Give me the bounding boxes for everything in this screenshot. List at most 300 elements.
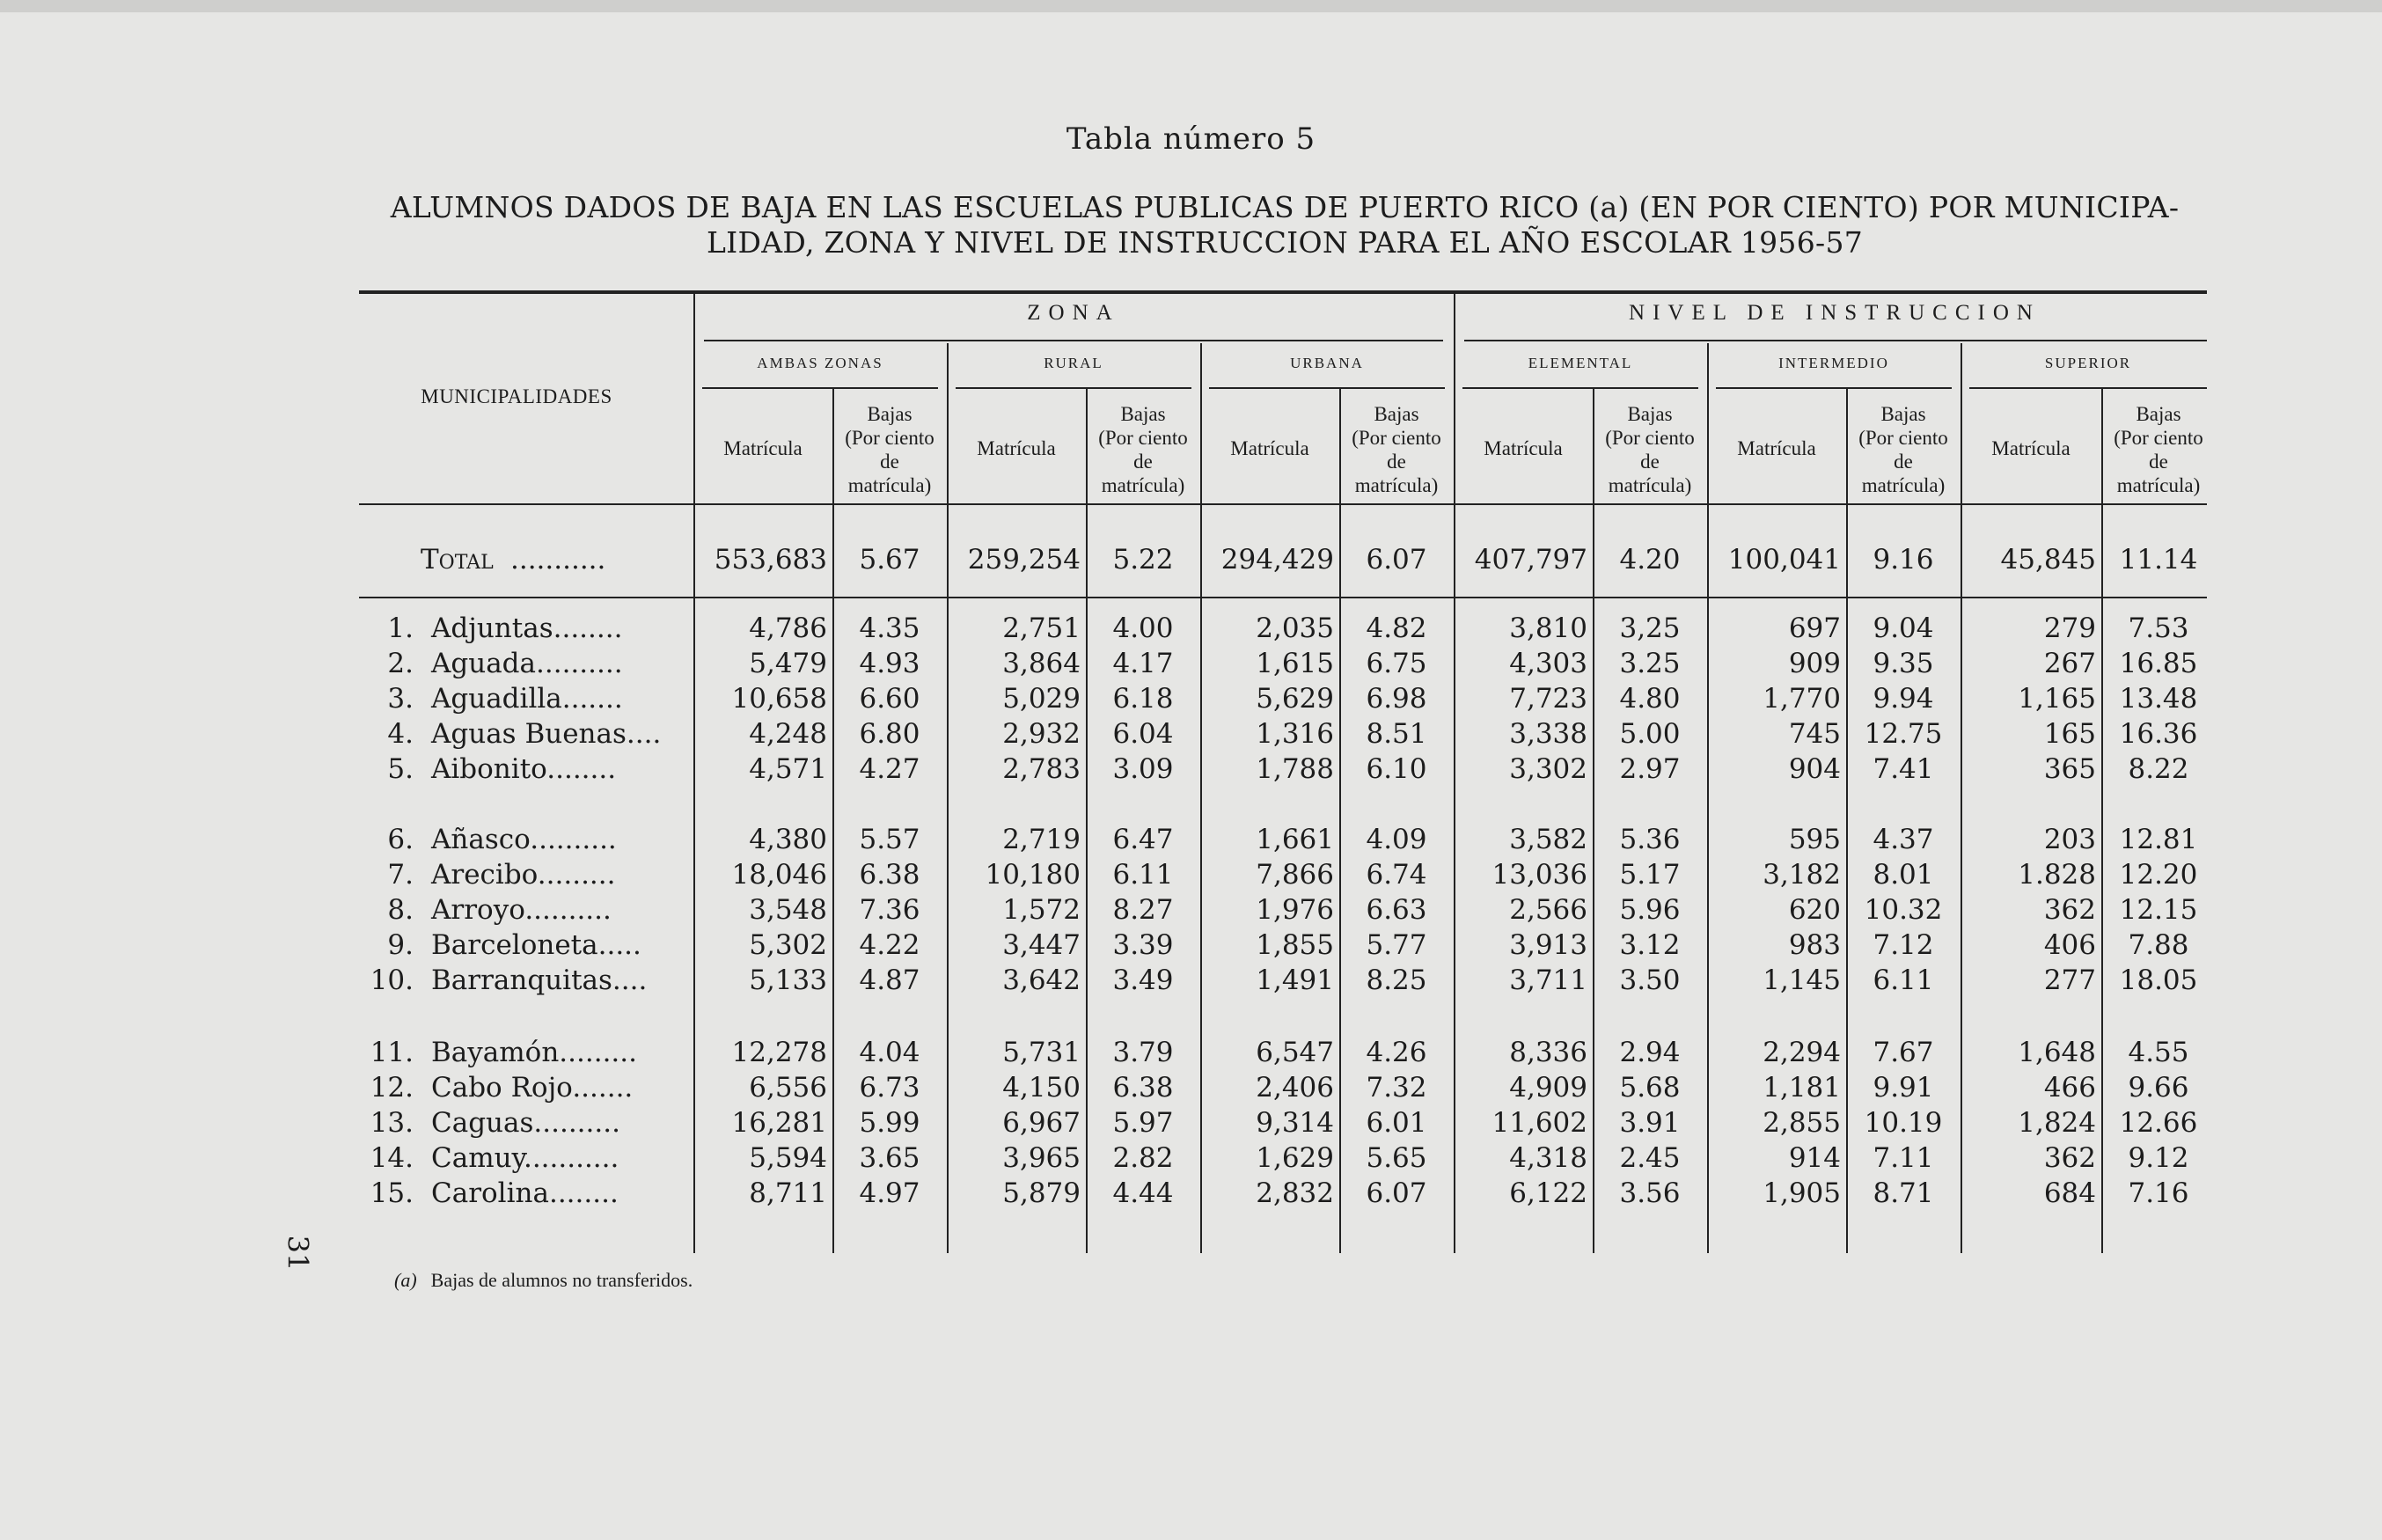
row-matricula-4: 11,602 [1491, 1107, 1587, 1139]
row-matricula-2: 3,965 [1002, 1142, 1081, 1174]
col-matricula-6: Matrícula [1991, 437, 2071, 459]
row-matricula-4: 8,336 [1509, 1037, 1587, 1068]
row-matricula-1: 4,380 [749, 824, 827, 855]
municipality-name: Arecibo [431, 859, 538, 891]
row-bajas-1: 4.87 [859, 964, 920, 996]
municipality-name: Carolina [431, 1177, 549, 1209]
bajas-line: (Por ciento [845, 427, 934, 449]
col-matricula-4: Matrícula [1484, 437, 1563, 459]
bajas-line: (Por ciento [1352, 427, 1441, 449]
row-bajas-4: 3.25 [1619, 648, 1681, 679]
row-matricula-1: 8,711 [749, 1177, 827, 1209]
row-bajas-4: 2.97 [1619, 753, 1681, 785]
row-bajas-1: 6.38 [859, 859, 920, 891]
subgroup-3: URBANA [1290, 355, 1364, 371]
row-bajas-5: 4.37 [1873, 824, 1934, 855]
row-number: 1. [387, 612, 414, 644]
leader-dots: .... [612, 964, 648, 996]
sub-rule-3 [1209, 387, 1445, 389]
row-bajas-2: 5.97 [1112, 1107, 1174, 1139]
subgroup-4: ELEMENTAL [1528, 355, 1633, 371]
row-label [359, 894, 612, 926]
row-bajas-5: 8.01 [1873, 859, 1934, 891]
subgroup-2: RURAL [1044, 355, 1103, 371]
bajas-line: de [880, 451, 899, 473]
row-number: 3. [387, 683, 414, 715]
row-matricula-6: 466 [2043, 1072, 2096, 1104]
row-matricula-3: 7,866 [1256, 859, 1334, 891]
row-label [359, 718, 661, 750]
total-matricula-3: 294,429 [1220, 544, 1334, 576]
row-matricula-6: 1,648 [2018, 1037, 2096, 1068]
sub-rule-6 [1969, 387, 2207, 389]
row-matricula-1: 18,046 [731, 859, 827, 891]
leader-dots: .... [626, 718, 662, 750]
leader-dots: .......... [533, 1107, 620, 1139]
row-bajas-3: 6.98 [1366, 683, 1427, 715]
total-matricula-2: 259,254 [967, 544, 1081, 576]
row-bajas-2: 4.00 [1112, 612, 1174, 644]
row-bajas-3: 8.25 [1366, 964, 1427, 996]
row-bajas-1: 6.60 [859, 683, 920, 715]
municipality-name: Aguas Buenas [431, 718, 627, 750]
row-bajas-5: 12.75 [1864, 718, 1943, 750]
sub-rule-1 [702, 387, 938, 389]
row-label [359, 648, 623, 679]
zona-rule [704, 340, 1443, 341]
bajas-line: de [1133, 451, 1153, 473]
row-matricula-1: 12,278 [731, 1037, 827, 1068]
total-bajas-5: 9.16 [1873, 544, 1934, 576]
row-number: 4. [387, 718, 414, 750]
row-bajas-3: 6.07 [1366, 1177, 1427, 1209]
row-bajas-6: 16.36 [2119, 718, 2198, 750]
row-bajas-2: 3.79 [1112, 1037, 1174, 1068]
row-matricula-3: 9,314 [1256, 1107, 1334, 1139]
row-bajas-1: 5.99 [859, 1107, 920, 1139]
row-matricula-6: 203 [2043, 824, 2096, 855]
row-bajas-1: 4.97 [859, 1177, 920, 1209]
municipality-name: Camuy [431, 1142, 524, 1174]
total-bajas-4: 4.20 [1619, 544, 1681, 576]
row-matricula-2: 3,864 [1002, 648, 1081, 679]
total-matricula-1: 553,683 [714, 544, 827, 576]
row-number: 9. [387, 929, 414, 961]
bajas-line: Bajas [1120, 403, 1166, 425]
total-leader: ........... [510, 544, 606, 576]
row-bajas-3: 7.32 [1366, 1072, 1427, 1104]
header-bottom-rule [359, 503, 2207, 505]
row-bajas-5: 9.35 [1873, 648, 1934, 679]
top-rule [359, 290, 2207, 294]
municipality-name: Adjuntas [431, 612, 553, 644]
row-number: 2. [387, 648, 414, 679]
row-bajas-5: 6.11 [1873, 964, 1934, 996]
row-number: 7. [387, 859, 414, 891]
row-bajas-5: 9.94 [1873, 683, 1934, 715]
row-bajas-5: 10.32 [1864, 894, 1943, 926]
row-matricula-1: 10,658 [731, 683, 827, 715]
row-bajas-3: 5.65 [1366, 1142, 1427, 1174]
bajas-line: matrícula) [1861, 474, 1946, 496]
total-bajas-2: 5.22 [1112, 544, 1174, 576]
bajas-line: Bajas [1880, 403, 1926, 425]
row-bajas-3: 6.75 [1366, 648, 1427, 679]
row-bajas-2: 4.44 [1112, 1177, 1174, 1209]
row-bajas-4: 3.91 [1619, 1107, 1681, 1139]
total-bajas-1: 5.67 [859, 544, 920, 576]
row-bajas-4: 2.94 [1619, 1037, 1681, 1068]
row-matricula-1: 16,281 [731, 1107, 827, 1139]
leader-dots: .......... [530, 824, 617, 855]
row-matricula-2: 2,932 [1002, 718, 1081, 750]
row-bajas-5: 7.41 [1873, 753, 1934, 785]
row-bajas-6: 7.88 [2128, 929, 2189, 961]
row-bajas-5: 7.11 [1873, 1142, 1934, 1174]
row-matricula-6: 279 [2043, 612, 2096, 644]
row-matricula-4: 3,302 [1509, 753, 1587, 785]
row-matricula-4: 4,909 [1509, 1072, 1587, 1104]
row-matricula-1: 3,548 [749, 894, 827, 926]
leader-dots: ........ [548, 1177, 619, 1209]
row-matricula-6: 277 [2043, 964, 2096, 996]
table-number-value: 5 [1295, 121, 1316, 157]
row-bajas-2: 8.27 [1112, 894, 1174, 926]
row-bajas-2: 6.11 [1112, 859, 1174, 891]
row-bajas-6: 8.22 [2128, 753, 2189, 785]
row-bajas-3: 8.51 [1366, 718, 1427, 750]
row-matricula-6: 362 [2043, 894, 2096, 926]
row-matricula-4: 3,711 [1509, 964, 1587, 996]
row-matricula-1: 5,594 [749, 1142, 827, 1174]
row-matricula-1: 4,571 [749, 753, 827, 785]
municipality-name: Aguada [431, 648, 537, 679]
row-matricula-1: 4,248 [749, 718, 827, 750]
row-label [359, 859, 615, 891]
col-matricula-5: Matrícula [1737, 437, 1816, 459]
row-bajas-2: 3.39 [1112, 929, 1174, 961]
row-matricula-6: 267 [2043, 648, 2096, 679]
col-matricula-1: Matrícula [723, 437, 803, 459]
row-matricula-3: 1,976 [1256, 894, 1334, 926]
municipality-name: Barranquitas [431, 964, 612, 996]
col-matricula-2: Matrícula [977, 437, 1056, 459]
row-matricula-4: 3,913 [1509, 929, 1587, 961]
row-label [359, 1037, 637, 1068]
row-matricula-5: 1,770 [1763, 683, 1841, 715]
row-matricula-1: 5,302 [749, 929, 827, 961]
row-bajas-3: 6.10 [1366, 753, 1427, 785]
row-matricula-2: 3,642 [1002, 964, 1081, 996]
col-bajas-1 [832, 402, 947, 497]
row-matricula-4: 13,036 [1491, 859, 1587, 891]
col-bajas-3 [1339, 402, 1454, 497]
row-bajas-4: 2.45 [1619, 1142, 1681, 1174]
row-bajas-4: 5.17 [1619, 859, 1681, 891]
row-label [359, 824, 617, 855]
bajas-line: matrícula) [1101, 474, 1185, 496]
row-bajas-4: 4.80 [1619, 683, 1681, 715]
row-bajas-6: 4.55 [2128, 1037, 2189, 1068]
row-matricula-5: 745 [1788, 718, 1841, 750]
row-bajas-6: 16.85 [2119, 648, 2198, 679]
municipality-name: Caguas [431, 1107, 534, 1139]
municipality-name: Cabo Rojo [431, 1072, 573, 1104]
row-bajas-4: 5.68 [1619, 1072, 1681, 1104]
row-matricula-4: 3,582 [1509, 824, 1587, 855]
row-matricula-6: 684 [2043, 1177, 2096, 1209]
row-bajas-4: 3.56 [1619, 1177, 1681, 1209]
row-matricula-5: 2,294 [1763, 1037, 1841, 1068]
nivel-rule [1464, 340, 2207, 341]
total-bajas-3: 6.07 [1366, 544, 1427, 576]
row-bajas-3: 6.74 [1366, 859, 1427, 891]
row-bajas-6: 12.20 [2119, 859, 2198, 891]
total-matricula-4: 407,797 [1474, 544, 1587, 576]
table-number-prefix: Tabla número [1066, 121, 1286, 157]
leader-dots: ........... [523, 1142, 619, 1174]
row-matricula-5: 595 [1788, 824, 1841, 855]
subgroup-6: SUPERIOR [2044, 355, 2132, 371]
leader-dots: ....... [572, 1072, 634, 1104]
row-bajas-3: 6.63 [1366, 894, 1427, 926]
row-matricula-2: 2,783 [1002, 753, 1081, 785]
row-bajas-6: 7.53 [2128, 612, 2189, 644]
row-bajas-3: 6.01 [1366, 1107, 1427, 1139]
row-number: 11. [370, 1037, 414, 1068]
row-bajas-3: 5.77 [1366, 929, 1427, 961]
row-matricula-5: 697 [1788, 612, 1841, 644]
leader-dots: ........ [553, 612, 623, 644]
row-matricula-2: 2,751 [1002, 612, 1081, 644]
column-municipalidades: MUNICIPALIDADES [421, 385, 612, 407]
row-matricula-2: 5,879 [1002, 1177, 1081, 1209]
row-matricula-6: 1,824 [2018, 1107, 2096, 1139]
row-matricula-4: 4,318 [1509, 1142, 1587, 1174]
total-bajas-6: 11.14 [2119, 544, 2198, 576]
row-bajas-1: 3.65 [859, 1142, 920, 1174]
bajas-line: de [1894, 451, 1913, 473]
row-matricula-2: 5,029 [1002, 683, 1081, 715]
row-label [359, 929, 641, 961]
municipality-name: Añasco [431, 824, 531, 855]
row-label [359, 1072, 633, 1104]
row-matricula-2: 1,572 [1002, 894, 1081, 926]
row-bajas-4: 5.96 [1619, 894, 1681, 926]
row-matricula-3: 2,035 [1256, 612, 1334, 644]
bajas-line: Bajas [867, 403, 912, 425]
row-bajas-1: 6.80 [859, 718, 920, 750]
sub-rule-4 [1462, 387, 1698, 389]
leader-dots: ........ [546, 753, 617, 785]
row-matricula-6: 362 [2043, 1142, 2096, 1174]
page-number: 31 [281, 1235, 315, 1272]
leader-dots: .......... [536, 648, 623, 679]
sub-rule-2 [956, 387, 1191, 389]
table-number [0, 121, 2382, 157]
row-bajas-6: 12.66 [2119, 1107, 2198, 1139]
leader-dots: ......... [537, 859, 616, 891]
row-bajas-5: 9.04 [1873, 612, 1934, 644]
row-matricula-4: 4,303 [1509, 648, 1587, 679]
row-matricula-1: 4,786 [749, 612, 827, 644]
municipality-name: Aguadilla [431, 683, 562, 715]
group-zona: ZONA [1027, 301, 1120, 325]
total-matricula-6: 45,845 [2000, 544, 2096, 576]
row-matricula-5: 1,145 [1763, 964, 1841, 996]
leader-dots: ....... [561, 683, 623, 715]
row-bajas-6: 12.15 [2119, 894, 2198, 926]
row-bajas-4: 3.50 [1619, 964, 1681, 996]
row-number: 14. [370, 1142, 414, 1174]
row-matricula-1: 6,556 [749, 1072, 827, 1104]
row-bajas-2: 4.17 [1112, 648, 1174, 679]
bajas-line: de [1640, 451, 1660, 473]
row-matricula-6: 365 [2043, 753, 2096, 785]
subgroup-1: AMBAS ZONAS [757, 355, 883, 371]
row-matricula-2: 3,447 [1002, 929, 1081, 961]
bajas-line: Bajas [2136, 403, 2181, 425]
row-matricula-2: 4,150 [1002, 1072, 1081, 1104]
bajas-line: (Por ciento [1858, 427, 1948, 449]
row-bajas-3: 4.09 [1366, 824, 1427, 855]
row-matricula-3: 2,832 [1256, 1177, 1334, 1209]
row-bajas-4: 3.12 [1619, 929, 1681, 961]
total-rule [359, 597, 2207, 598]
row-bajas-4: 5.36 [1619, 824, 1681, 855]
bajas-line: de [2149, 451, 2168, 473]
table-title-line-1: ALUMNOS DADOS DE BAJA EN LAS ESCUELAS PUBLICAS DE PUERTO RICO (a) (EN POR CIENTO) POR MUNICIPA- [390, 190, 2180, 224]
sub-rule-5 [1716, 387, 1952, 389]
row-matricula-6: 1,165 [2018, 683, 2096, 715]
row-bajas-2: 3.49 [1112, 964, 1174, 996]
row-matricula-2: 5,731 [1002, 1037, 1081, 1068]
row-matricula-1: 5,479 [749, 648, 827, 679]
row-bajas-6: 18.05 [2119, 964, 2198, 996]
row-number: 15. [370, 1177, 414, 1209]
total-matricula-5: 100,041 [1727, 544, 1841, 576]
row-bajas-2: 6.47 [1112, 824, 1174, 855]
row-matricula-4: 2,566 [1509, 894, 1587, 926]
row-matricula-3: 1,629 [1256, 1142, 1334, 1174]
row-matricula-5: 983 [1788, 929, 1841, 961]
row-bajas-4: 5.00 [1619, 718, 1681, 750]
row-bajas-6: 12.81 [2119, 824, 2198, 855]
bajas-line: Bajas [1374, 403, 1419, 425]
col-bajas-6 [2101, 402, 2216, 497]
row-label [359, 964, 647, 996]
row-matricula-5: 3,182 [1763, 859, 1841, 891]
row-bajas-1: 7.36 [859, 894, 920, 926]
footnote-mark: (a) [394, 1269, 417, 1291]
row-matricula-5: 2,855 [1763, 1107, 1841, 1139]
bajas-line: matrícula) [2116, 474, 2201, 496]
row-label [359, 1142, 619, 1174]
row-matricula-4: 3,810 [1509, 612, 1587, 644]
row-matricula-6: 406 [2043, 929, 2096, 961]
municipality-name: Arroyo [431, 894, 525, 926]
page-edge [0, 0, 2382, 12]
row-matricula-3: 1,661 [1256, 824, 1334, 855]
leader-dots: ......... [559, 1037, 637, 1068]
row-matricula-6: 165 [2043, 718, 2096, 750]
row-number: 6. [387, 824, 414, 855]
row-bajas-1: 5.57 [859, 824, 920, 855]
row-number: 13. [370, 1107, 414, 1139]
col-bajas-4 [1593, 402, 1707, 497]
municipality-name: Aibonito [431, 753, 547, 785]
row-matricula-2: 6,967 [1002, 1107, 1081, 1139]
row-matricula-5: 1,181 [1763, 1072, 1841, 1104]
row-label [359, 1177, 619, 1209]
row-matricula-1: 5,133 [749, 964, 827, 996]
row-matricula-5: 909 [1788, 648, 1841, 679]
row-bajas-5: 9.91 [1873, 1072, 1934, 1104]
row-matricula-3: 1,788 [1256, 753, 1334, 785]
row-bajas-1: 4.22 [859, 929, 920, 961]
total-label: Total [421, 544, 494, 576]
row-matricula-3: 1,615 [1256, 648, 1334, 679]
row-label [359, 612, 622, 644]
bajas-line: Bajas [1627, 403, 1673, 425]
municipality-name: Barceloneta [431, 929, 598, 961]
row-bajas-1: 6.73 [859, 1072, 920, 1104]
row-number: 5. [387, 753, 414, 785]
row-bajas-5: 10.19 [1864, 1107, 1943, 1139]
row-bajas-5: 8.71 [1873, 1177, 1934, 1209]
row-label [359, 1107, 620, 1139]
row-matricula-5: 1,905 [1763, 1177, 1841, 1209]
footnote [394, 1269, 693, 1292]
row-bajas-6: 7.16 [2128, 1177, 2189, 1209]
row-label [359, 753, 616, 785]
row-bajas-2: 3.09 [1112, 753, 1174, 785]
footnote-text: Bajas de alumnos no transferidos. [430, 1269, 693, 1291]
row-bajas-6: 13.48 [2119, 683, 2198, 715]
row-bajas-6: 9.12 [2128, 1142, 2189, 1174]
row-matricula-5: 904 [1788, 753, 1841, 785]
row-number: 8. [387, 894, 414, 926]
row-label [359, 683, 623, 715]
row-matricula-5: 620 [1788, 894, 1841, 926]
row-number: 12. [370, 1072, 414, 1104]
row-matricula-2: 2,719 [1002, 824, 1081, 855]
bajas-line: matrícula) [1608, 474, 1692, 496]
col-bajas-2 [1086, 402, 1200, 497]
bajas-line: matrícula) [1354, 474, 1439, 496]
leader-dots: .......... [524, 894, 612, 926]
municipality-name: Bayamón [431, 1037, 560, 1068]
col-bajas-5 [1846, 402, 1961, 497]
row-bajas-2: 2.82 [1112, 1142, 1174, 1174]
table-title-line-2: LIDAD, ZONA Y NIVEL DE INSTRUCCION PARA EL AÑO ESCOLAR 1956-57 [706, 225, 1864, 260]
bajas-line: (Por ciento [2114, 427, 2203, 449]
row-matricula-3: 6,547 [1256, 1037, 1334, 1068]
row-matricula-2: 10,180 [985, 859, 1081, 891]
bajas-line: matrícula) [847, 474, 932, 496]
row-bajas-1: 4.27 [859, 753, 920, 785]
row-bajas-3: 4.26 [1366, 1037, 1427, 1068]
bajas-line: (Por ciento [1098, 427, 1188, 449]
col-matricula-3: Matrícula [1230, 437, 1309, 459]
row-number: 10. [370, 964, 414, 996]
leader-dots: ..... [597, 929, 641, 961]
row-matricula-3: 1,855 [1256, 929, 1334, 961]
row-bajas-5: 7.12 [1873, 929, 1934, 961]
row-bajas-3: 4.82 [1366, 612, 1427, 644]
row-matricula-3: 5,629 [1256, 683, 1334, 715]
row-bajas-1: 4.93 [859, 648, 920, 679]
